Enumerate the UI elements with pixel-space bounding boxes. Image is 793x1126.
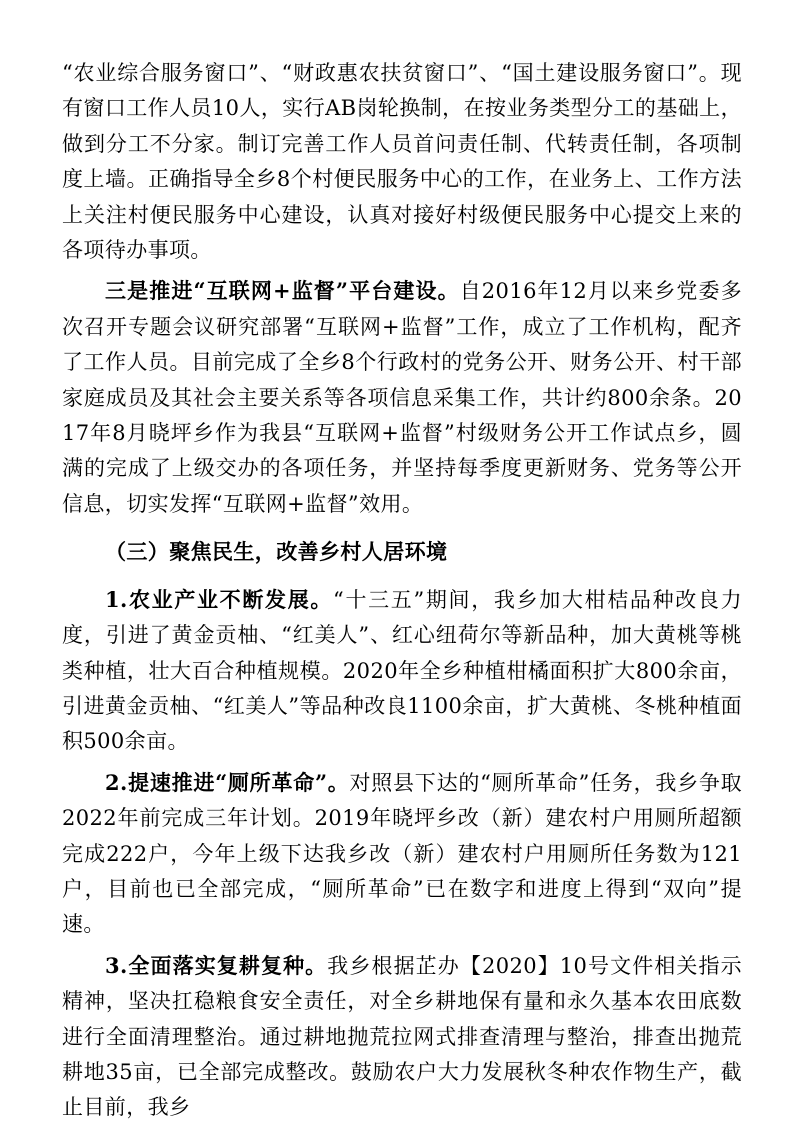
paragraph-text: 对照县下达的“厕所革命”任务，我乡争取2022年前完成三年计划。2019年晓坪乡改（新）建农村户用厕所超额完成222户，今年上级下达我乡改（新）建农村户用厕所任务数为121户，目前也已全部完成，“厕所革命”已在数字和进度上得到“双向”提速。 <box>62 770 743 937</box>
paragraph-internet-supervision <box>62 273 742 522</box>
paragraph-lead: 3.全面落实复耕复种。 <box>105 952 328 978</box>
paragraph-agriculture <box>62 582 742 760</box>
paragraph-lead: 2.提速推进“厕所革命”。 <box>105 769 350 795</box>
paragraph-text: “十三五”期间，我乡加大柑桔品种改良力度，引进了黄金贡柚、“红美人”、红心纽荷尔等新品种，加大黄桃等桃类种植，壮大百合种植规模。2020年全乡种植柑橘面积扩大800余亩，引进黄金贡柚、“红美人”等品种改良1100余亩，扩大黄桃、冬桃种植面积500余亩。 <box>62 587 742 754</box>
paragraph-toilet-revolution <box>62 765 742 943</box>
paragraph-lead: 三是推进“互联网+监督”平台建设。 <box>105 278 460 304</box>
paragraph-text: 自2016年12月以来乡党委多次召开专题会议研究部署“互联网+监督”工作，成立了工作机构，配齐了工作人员。目前完成了全乡8个行政村的党务公开、财务公开、村干部家庭成员及其社会主要关系等各项信息采集工作，共计约800余条。2017年8月晓坪乡作为我县“互联网+监督”村级财务公开工作试点乡，圆满的完成了上级交办的各项任务，并坚持每季度更新财务、党务等公开信息，切实发挥“互联网+监督”效用。 <box>62 279 742 516</box>
paragraph-lead: 1.农业产业不断发展。 <box>105 586 334 612</box>
paragraph-farmland-recultivation <box>62 948 742 1126</box>
document-page <box>62 56 742 1126</box>
paragraph-text: “农业综合服务窗口”、“财政惠农扶贫窗口”、“国土建设服务窗口”。现有窗口工作人员10人，实行AB岗轮换制，在按业务类型分工的基础上，做到分工不分家。制订完善工作人员首问责任制、代转责任制，各项制度上墙。正确指导全乡8个村便民服务中心的工作，在业务上、工作方法上关注村便民服务中心建设，认真对接好村级便民服务中心提交上来的各项待办事项。 <box>62 61 742 263</box>
section-heading: （三）聚焦民生，改善乡村人居环境 <box>105 539 448 565</box>
paragraph-text: 我乡根据芷办【2020】10号文件相关指示精神，坚决扛稳粮食安全责任，对全乡耕地保有量和永久基本农田底数进行全面清理整治。通过耕地抛荒拉网式排查清理与整治，排查出抛荒耕地35亩，已全部完成整改。鼓励农户大力发展秋冬种农作物生产，截止目前，我乡 <box>62 953 742 1120</box>
paragraph-service-windows <box>62 56 742 268</box>
